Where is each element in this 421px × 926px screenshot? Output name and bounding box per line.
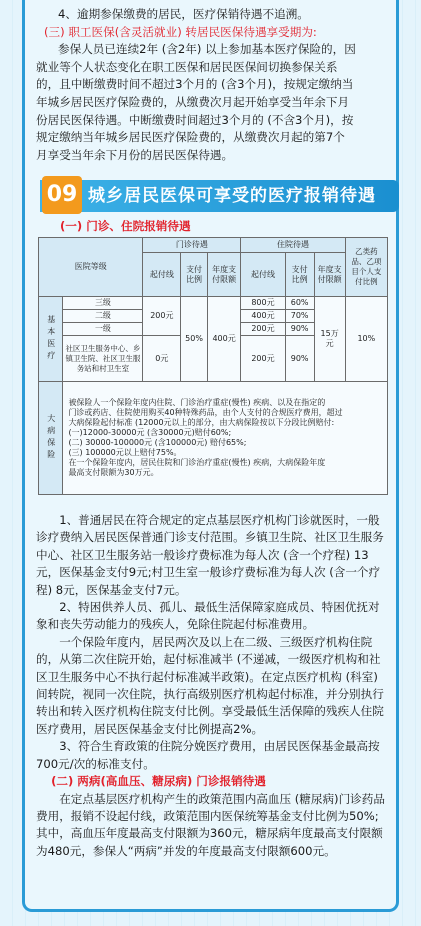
section-2-heading: (二) 两病(高血压、糖尿病) 门诊报销待遇 [51,774,266,789]
level-cell: 三级 [63,297,143,310]
banner-title: 城乡居民医保可享受的医疗报销待遇 [88,186,376,206]
in-start: 800元 [241,297,285,310]
body-paragraph-2: 2、特困供养人员、孤儿、最低生活保障家庭成员、特困优抚对象和丧失劳动能力的残疾人，免除住院起付标准费用。 [36,600,380,632]
header-out-annual: 年度支付限额 [207,253,240,297]
critical-line: (三) 100000元以上赔付75%。 [68,448,182,457]
critical-line: (二) 30000-100000元 (含100000元) 赔付65%; [68,438,247,447]
header-in-start: 起付线 [241,253,285,297]
body-paragraph-3: 一个保险年度内，居民两次及以上在二级、三级医疗机构住院的，从第二次住院开始，起付标准减半 (不递减，一级医疗机构和社区卫生服务中心不执行起付标准减半政策)。在定点医疗机构 (科室) 间转院，视同一次住院，执行高级别医疗机构起付标准，并分别执行转出和转入医疗机构住院支付比例。享受最低生活保障的残疾人住院医疗费用，居民医保基金支付比例提高2%。 [36,634,384,736]
header-class-b: 乙类药品、乙项目个人支付比例 [345,238,387,297]
critical-label: 大病保险 [39,382,63,495]
item-4: 4、逾期参保缴费的居民，医疗保销待遇不追溯。 [58,7,309,21]
body-paragraph-4: 3、符合生育政策的住院分娩医疗费用，由居民医保基金最高按700元/次的标准支付。 [36,739,380,771]
para-line: 参保人员已连续2年 (含2年) 以上参加基本医疗保险的，因 [58,42,356,57]
header-in-ratio: 支付比例 [285,253,314,297]
banner-number: 09 [42,176,82,214]
critical-line: (一)12000-30000元 (含30000元)赔付60%; [68,428,232,437]
in-ratio: 70% [285,310,314,323]
section-3-heading: (三) 职工医保(含灵活就业) 转居民医保待遇享受期为: [44,24,317,39]
para-line: 规定缴纳当年城乡居民医疗保险费的，从缴费次月起的第7个 [36,130,345,145]
header-out-start: 起付线 [143,253,181,297]
critical-line: 大病保险起付标准 (12000元以上的部分，由大病保险按以下分段比例赔付: [68,418,335,427]
class-b-ratio: 10% [345,297,387,382]
para-line: 年城乡居民医疗保险费的，从缴费次月起开始享受当年余下月 [36,94,350,109]
out-start-a: 200元 [143,297,181,336]
critical-line: 在一个保险年度内，居民住院和门诊治疗重症(慢性) 疾病，大病保险年度 [68,458,326,467]
in-start: 200元 [241,323,285,336]
critical-illness-text [63,382,388,495]
in-start: 400元 [241,310,285,323]
in-start: 200元 [241,336,285,382]
out-ratio: 50% [181,297,208,382]
header-outpatient: 门诊待遇 [143,238,241,253]
critical-line: 被保险人一个保险年度内住院、门诊治疗重症(慢性) 疾病、以及在指定的 [68,398,326,407]
body-paragraph-1: 1、普通居民在符合规定的定点基层医疗机构门诊就医时，一般诊疗费纳入居民医保普通门诊支付范围。乡镇卫生院、社区卫生服务中心、社区卫生服务站一般诊疗费标准为每人次 (含一个疗程) 13元，医保基金支付9元;村卫生室一般诊疗费标准为每人次 (含一个疗程) 8元，医保基金支付7元。 [36,513,384,597]
critical-line: 最高支付限额为30万元。 [68,468,159,477]
level-cell: 二级 [63,310,143,323]
body-section [36,512,388,860]
benefits-table [38,237,388,495]
basic-label: 基本医疗 [39,297,63,382]
section-banner [22,174,399,216]
header-out-ratio: 支付比例 [181,253,208,297]
section-1-heading: (一) 门诊、住院报销待遇 [60,219,191,233]
header-inpatient: 住院待遇 [241,238,345,253]
para-line: 月享受当年余下月份的居民医保待遇。 [36,147,234,162]
critical-line: 门诊或药店、住院使用购买40种特殊药品，由个人支付的合规医疗费用，超过 [68,408,343,417]
out-annual: 400元 [207,297,240,382]
out-start-b: 0元 [143,336,181,382]
para-line: 的，且中断缴费时间不超过3个月的 (含3个月)，按规定缴纳当 [36,77,354,92]
in-ratio: 90% [285,323,314,336]
in-annual: 15万元 [314,297,345,382]
header-level: 医院等级 [39,238,143,297]
body-paragraph-5: 在定点基层医疗机构产生的政策范围内高血压 (糖尿病)门诊药品费用，报销不设起付线，政策范围内医保统筹基金支付比例为50%;其中，高血压年度最高支付限额为360元，糖尿病年度最高支付限额为480元，参保人“两病”并发的年度最高支付限额600元。 [36,791,385,858]
in-ratio: 90% [285,336,314,382]
top-section [36,6,388,164]
level-cell: 一级 [63,323,143,336]
para-line: 份居民医保待遇。中断缴费时间超过3个月的 (不含3个月)，按 [36,112,354,127]
para-line: 就业等个人状态变化在职工医保和居民医保间切换参保关系 [36,59,338,74]
header-in-annual: 年度支付限额 [314,253,345,297]
in-ratio: 60% [285,297,314,310]
level-cell: 社区卫生服务中心、乡镇卫生院、社区卫生服务站和村卫生室 [63,336,143,382]
